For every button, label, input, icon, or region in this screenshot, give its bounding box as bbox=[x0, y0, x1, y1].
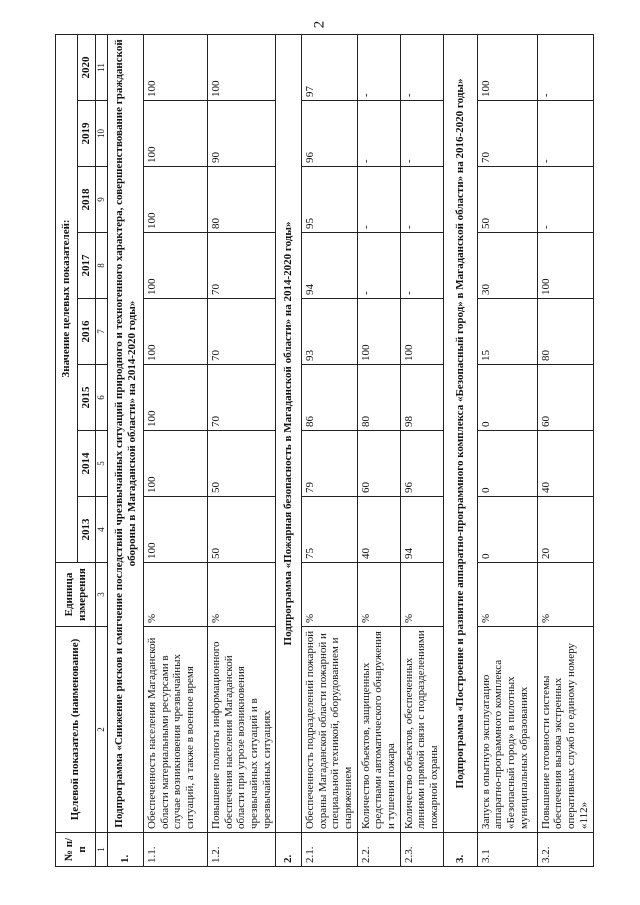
header-year: 2014 bbox=[78, 431, 96, 497]
indicator-name: Обеспеченность населения Магаданской области материальными ресурсами в случае возникновения чрезвычайных ситуаций, а также в военное время bbox=[144, 627, 208, 833]
column-number: 1 bbox=[96, 833, 108, 867]
value-cell: 0 bbox=[477, 497, 537, 563]
header-year: 2016 bbox=[78, 299, 96, 365]
value-cell: 60 bbox=[537, 365, 593, 431]
value-cell: 70 bbox=[477, 101, 537, 167]
value-cell: 100 bbox=[144, 365, 208, 431]
value-cell: 94 bbox=[400, 497, 443, 563]
section-title: Подпрограмма «Построение и развитие аппаратно-программного комплекса «Безопасный город» в Магаданской области» на 2016-2020 годы» bbox=[443, 34, 477, 832]
value-cell: 100 bbox=[144, 167, 208, 233]
header-indicator: Целевой показатель (наименование) bbox=[56, 627, 96, 833]
table-row bbox=[302, 34, 358, 866]
indicator-name: Количество объектов, защищенных средствами автоматического обнаружения и тушения пожара bbox=[357, 627, 400, 833]
value-cell: 75 bbox=[302, 497, 358, 563]
header-no: № п/п bbox=[56, 833, 96, 867]
value-cell: 96 bbox=[302, 101, 358, 167]
table-row bbox=[400, 34, 443, 866]
section-number: 1. bbox=[108, 833, 144, 867]
row-number: 1.1. bbox=[144, 833, 208, 867]
unit-cell: % bbox=[537, 563, 593, 627]
value-cell: 70 bbox=[208, 299, 276, 365]
column-number: 11 bbox=[96, 34, 108, 100]
value-cell: 86 bbox=[302, 365, 358, 431]
value-cell: 15 bbox=[477, 299, 537, 365]
section-row bbox=[108, 34, 144, 866]
section-number: 3. bbox=[443, 833, 477, 867]
value-cell: 93 bbox=[302, 299, 358, 365]
section-title: Подпрограмма «Снижение рисков и смягчение последствий чрезвычайных ситуаций природного и техногенного характера, совершенствование гражданской обороны в Магаданской области» на 2014-2020 годы» bbox=[108, 34, 144, 832]
value-cell: 100 bbox=[144, 233, 208, 299]
value-cell: 100 bbox=[144, 101, 208, 167]
value-cell: 100 bbox=[144, 431, 208, 497]
column-number: 4 bbox=[96, 497, 108, 563]
value-cell: - bbox=[357, 167, 400, 233]
value-cell: 100 bbox=[357, 299, 400, 365]
row-number: 2.1. bbox=[302, 833, 358, 867]
value-cell: 100 bbox=[477, 34, 537, 100]
column-number: 8 bbox=[96, 233, 108, 299]
header-year: 2013 bbox=[78, 497, 96, 563]
value-cell: 70 bbox=[208, 365, 276, 431]
table-body bbox=[108, 34, 594, 866]
value-cell: - bbox=[537, 34, 593, 100]
header-values-group: Значение целевых показателей: bbox=[56, 34, 78, 562]
row-number: 2.3. bbox=[400, 833, 443, 867]
header-year: 2017 bbox=[78, 233, 96, 299]
value-cell: 100 bbox=[208, 34, 276, 100]
value-cell: 80 bbox=[537, 299, 593, 365]
header-year: 2019 bbox=[78, 101, 96, 167]
unit-cell: % bbox=[144, 563, 208, 627]
unit-cell: % bbox=[302, 563, 358, 627]
value-cell: 0 bbox=[477, 431, 537, 497]
value-cell: 100 bbox=[400, 299, 443, 365]
header-year: 2015 bbox=[78, 365, 96, 431]
row-number: 2.2. bbox=[357, 833, 400, 867]
value-cell: - bbox=[537, 101, 593, 167]
value-cell: - bbox=[400, 34, 443, 100]
unit-cell: % bbox=[400, 563, 443, 627]
value-cell: 70 bbox=[208, 233, 276, 299]
indicators-table bbox=[55, 34, 594, 867]
table-row bbox=[477, 34, 537, 866]
header-year: 2020 bbox=[78, 34, 96, 100]
value-cell: 94 bbox=[302, 233, 358, 299]
value-cell: 90 bbox=[208, 101, 276, 167]
unit-cell: % bbox=[477, 563, 537, 627]
value-cell: 30 bbox=[477, 233, 537, 299]
page-number: 2 bbox=[311, 20, 328, 29]
value-cell: 80 bbox=[208, 167, 276, 233]
header-unit: Единица измерения bbox=[56, 563, 96, 627]
row-number: 3.1 bbox=[477, 833, 537, 867]
indicators-table-rotated bbox=[55, 35, 590, 867]
section-number: 2. bbox=[276, 833, 302, 867]
value-cell: 79 bbox=[302, 431, 358, 497]
value-cell: - bbox=[400, 167, 443, 233]
value-cell: 100 bbox=[144, 299, 208, 365]
row-number: 1.2. bbox=[208, 833, 276, 867]
section-row bbox=[276, 34, 302, 866]
value-cell: 40 bbox=[357, 497, 400, 563]
value-cell: 100 bbox=[144, 34, 208, 100]
value-cell: 50 bbox=[208, 431, 276, 497]
indicator-name: Обеспеченность подразделений пожарной охраны Магаданской области пожарной и специальной техникой, оборудованием и снаряжением bbox=[302, 627, 358, 833]
column-number: 5 bbox=[96, 431, 108, 497]
value-cell: - bbox=[357, 233, 400, 299]
value-cell: 50 bbox=[477, 167, 537, 233]
header-year: 2018 bbox=[78, 167, 96, 233]
value-cell: 50 bbox=[208, 497, 276, 563]
column-number: 2 bbox=[96, 627, 108, 833]
indicator-name: Запуск в опытную эксплуатацию аппаратно-программного комплекса «Безопасный город» в пилотных муниципальных образованиях bbox=[477, 627, 537, 833]
column-number: 7 bbox=[96, 299, 108, 365]
column-number: 6 bbox=[96, 365, 108, 431]
unit-cell: % bbox=[357, 563, 400, 627]
table-row bbox=[208, 34, 276, 866]
section-title: Подпрограмма «Пожарная безопасность в Магаданской области» на 2014-2020 годы» bbox=[276, 34, 302, 832]
indicator-name: Повышение полноты информационного обеспечения населения Магаданской области при угрозе возникновения чрезвычайных ситуаций и в чрезвычайных ситуациях bbox=[208, 627, 276, 833]
row-number: 3.2. bbox=[537, 833, 593, 867]
value-cell: 95 bbox=[302, 167, 358, 233]
value-cell: 40 bbox=[537, 431, 593, 497]
column-number: 10 bbox=[96, 101, 108, 167]
table-row bbox=[537, 34, 593, 866]
value-cell: - bbox=[357, 34, 400, 100]
value-cell: 98 bbox=[400, 365, 443, 431]
value-cell: - bbox=[537, 167, 593, 233]
value-cell: 96 bbox=[400, 431, 443, 497]
table-row bbox=[357, 34, 400, 866]
value-cell: 20 bbox=[537, 497, 593, 563]
value-cell: 60 bbox=[357, 431, 400, 497]
column-number: 3 bbox=[96, 563, 108, 627]
column-number: 9 bbox=[96, 167, 108, 233]
indicator-name: Количество объектов, обеспеченных линиями прямой связи с подразделениями пожарной охраны bbox=[400, 627, 443, 833]
value-cell: - bbox=[400, 233, 443, 299]
value-cell: - bbox=[400, 101, 443, 167]
unit-cell: % bbox=[208, 563, 276, 627]
value-cell: 80 bbox=[357, 365, 400, 431]
value-cell: 100 bbox=[537, 233, 593, 299]
value-cell: 0 bbox=[477, 365, 537, 431]
value-cell: 97 bbox=[302, 34, 358, 100]
indicator-name: Повышение готовности системы обеспечения вызова экстренных оперативных служб по единому номеру «112» bbox=[537, 627, 593, 833]
table-row bbox=[144, 34, 208, 866]
value-cell: - bbox=[357, 101, 400, 167]
value-cell: 100 bbox=[144, 497, 208, 563]
section-row bbox=[443, 34, 477, 866]
